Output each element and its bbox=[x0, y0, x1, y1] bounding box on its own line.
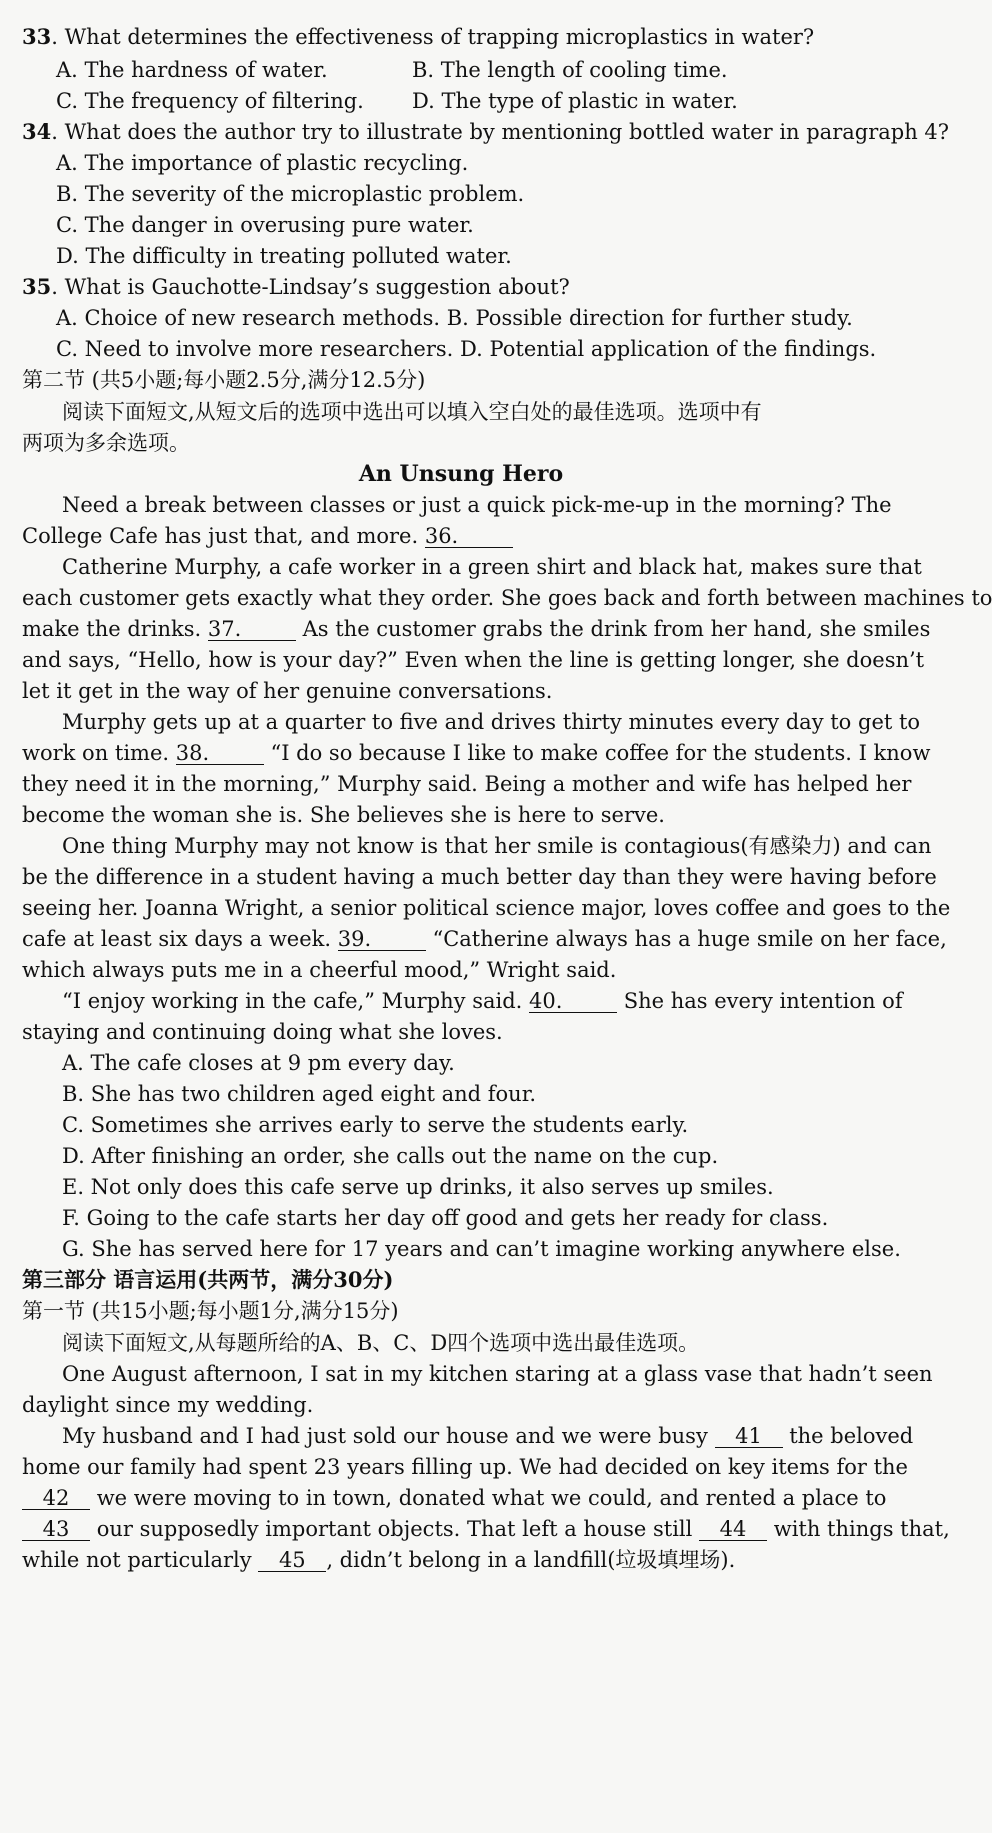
cloze-text: our supposedly important objects. That left a house still bbox=[96, 1517, 693, 1541]
section2-instructions-line1: 阅读下面短文,从短文后的选项中选出可以填入空白处的最佳选项。选项中有 bbox=[62, 400, 762, 424]
p3-line3: they need it in the morning,” Murphy said. Being a mother and wife has helped her bbox=[22, 772, 912, 796]
part3-section1-header: 第一节 (共15小题;每小题1分,满分15分) bbox=[22, 1299, 399, 1323]
p3-line4: become the woman she is. She believes she is here to serve. bbox=[22, 803, 665, 827]
p1-text: College Cafe has just that, and more. bbox=[22, 524, 419, 548]
p4-line4 bbox=[22, 924, 947, 954]
p2-line3 bbox=[22, 614, 944, 644]
q33-options-row-2 bbox=[56, 86, 978, 116]
p3-line2 bbox=[22, 738, 944, 768]
p2-line4: and says, “Hello, how is your day?” Even when the line is getting longer, she doesn’t bbox=[22, 648, 925, 672]
p2-line2: each customer gets exactly what they order. She goes back and forth between machines to bbox=[22, 586, 992, 610]
question-33 bbox=[22, 22, 944, 52]
question-35 bbox=[22, 272, 944, 302]
cloze-text: the beloved bbox=[789, 1424, 914, 1448]
option-d: D. After finishing an order, she calls out the name on the cup. bbox=[62, 1144, 719, 1168]
cloze-line6 bbox=[22, 1514, 950, 1544]
p5-text-a: “I enjoy working in the cafe,” Murphy said. bbox=[62, 989, 523, 1013]
cloze-line5 bbox=[22, 1483, 944, 1513]
question-stem: . What does the author try to illustrate by mentioning bottled water in paragraph 4? bbox=[51, 120, 950, 144]
q33-options-row-1 bbox=[56, 55, 978, 85]
q35-options-cd: C. Need to involve more researchers. D. Potential application of the findings. bbox=[56, 337, 877, 361]
q34-option-b: B. The severity of the microplastic problem. bbox=[56, 182, 525, 206]
blank-43: 43 bbox=[22, 1518, 90, 1541]
p3-text-a: work on time. bbox=[22, 741, 170, 765]
p4-line3: seeing her. Joanna Wright, a senior political science major, loves coffee and goes to the bbox=[22, 896, 951, 920]
cloze-text: , didn’t belong in a landfill(垃圾填埋场). bbox=[326, 1548, 736, 1572]
passage-title: An Unsung Hero bbox=[358, 461, 564, 487]
q33-option-a: A. The hardness of water. bbox=[56, 58, 328, 82]
q34-option-d: D. The difficulty in treating polluted water. bbox=[56, 244, 512, 268]
p2-line1: Catherine Murphy, a cafe worker in a green shirt and black hat, makes sure that bbox=[62, 555, 922, 579]
q33-option-b: B. The length of cooling time. bbox=[412, 58, 728, 82]
blank-38: 38. bbox=[176, 742, 264, 765]
option-g: G. She has served here for 17 years and can’t imagine working anywhere else. bbox=[62, 1237, 901, 1261]
question-number: 33 bbox=[22, 24, 52, 49]
cloze-text: while not particularly bbox=[22, 1548, 252, 1572]
p1-line2 bbox=[22, 521, 944, 551]
question-number: 35 bbox=[22, 274, 52, 299]
option-e: E. Not only does this cafe serve up drinks, it also serves up smiles. bbox=[62, 1175, 774, 1199]
cloze-text: with things that, bbox=[773, 1517, 950, 1541]
p4-line2: be the difference in a student having a much better day than they were having before bbox=[22, 865, 937, 889]
p5-line1 bbox=[62, 986, 984, 1016]
p4-text-b: “Catherine always has a huge smile on her face, bbox=[432, 927, 947, 951]
blank-44: 44 bbox=[699, 1518, 767, 1541]
p1-line1: Need a break between classes or just a quick pick-me-up in the morning? The bbox=[62, 493, 892, 517]
cloze-line4: home our family had spent 23 years filling up. We had decided on key items for the bbox=[22, 1455, 908, 1479]
question-number: 34 bbox=[22, 119, 52, 144]
p3-text-b: “I do so because I like to make coffee for the students. I know bbox=[270, 741, 931, 765]
blank-41: 41 bbox=[715, 1425, 783, 1448]
cloze-text: we were moving to in town, donated what we could, and rented a place to bbox=[96, 1486, 887, 1510]
q35-options-ab: A. Choice of new research methods. B. Possible direction for further study. bbox=[56, 306, 853, 330]
p2-text-a: make the drinks. bbox=[22, 617, 202, 641]
part3-header: 第三部分 语言运用(共两节，满分30分) bbox=[22, 1267, 394, 1292]
cloze-text: My husband and I had just sold our house and we were busy bbox=[62, 1424, 708, 1448]
option-c: C. Sometimes she arrives early to serve the students early. bbox=[62, 1113, 689, 1137]
blank-39: 39. bbox=[338, 928, 426, 951]
question-stem: . What is Gauchotte-Lindsay’s suggestion about? bbox=[51, 275, 570, 299]
q34-option-a: A. The importance of plastic recycling. bbox=[56, 151, 469, 175]
p2-text-b: As the customer grabs the drink from her hand, she smiles bbox=[302, 617, 931, 641]
question-34 bbox=[22, 117, 950, 147]
option-a: A. The cafe closes at 9 pm every day. bbox=[62, 1051, 455, 1075]
p4-line1: One thing Murphy may not know is that her smile is contagious(有感染力) and can bbox=[62, 834, 932, 858]
p3-line1: Murphy gets up at a quarter to five and drives thirty minutes every day to get to bbox=[62, 710, 921, 734]
section2-header: 第二节 (共5小题;每小题2.5分,满分12.5分) bbox=[22, 368, 426, 392]
p5-text-b: She has every intention of bbox=[623, 989, 903, 1013]
blank-40: 40. bbox=[529, 990, 617, 1013]
cloze-line7 bbox=[22, 1545, 944, 1575]
part3-instructions: 阅读下面短文,从每题所给的A、B、C、D四个选项中选出最佳选项。 bbox=[62, 1331, 700, 1355]
p4-line5: which always puts me in a cheerful mood,” Wright said. bbox=[22, 958, 617, 982]
cloze-line2: daylight since my wedding. bbox=[22, 1393, 314, 1417]
p2-line5: let it get in the way of her genuine conversations. bbox=[22, 679, 553, 703]
p4-text-a: cafe at least six days a week. bbox=[22, 927, 332, 951]
blank-36: 36. bbox=[425, 525, 513, 548]
p5-line2: staying and continuing doing what she loves. bbox=[22, 1020, 503, 1044]
section2-instructions-line2: 两项为多余选项。 bbox=[22, 431, 190, 455]
question-stem: . What determines the effectiveness of trapping microplastics in water? bbox=[51, 25, 815, 49]
blank-45: 45 bbox=[258, 1549, 326, 1572]
q33-option-d: D. The type of plastic in water. bbox=[412, 89, 738, 113]
q34-option-c: C. The danger in overusing pure water. bbox=[56, 213, 474, 237]
q33-option-c: C. The frequency of filtering. bbox=[56, 89, 364, 113]
blank-42: 42 bbox=[22, 1487, 90, 1510]
cloze-line1: One August afternoon, I sat in my kitchen staring at a glass vase that hadn’t seen bbox=[62, 1362, 933, 1386]
cloze-line3 bbox=[62, 1421, 984, 1451]
blank-37: 37. bbox=[208, 618, 296, 641]
option-b: B. She has two children aged eight and four. bbox=[62, 1082, 537, 1106]
option-f: F. Going to the cafe starts her day off good and gets her ready for class. bbox=[62, 1206, 829, 1230]
